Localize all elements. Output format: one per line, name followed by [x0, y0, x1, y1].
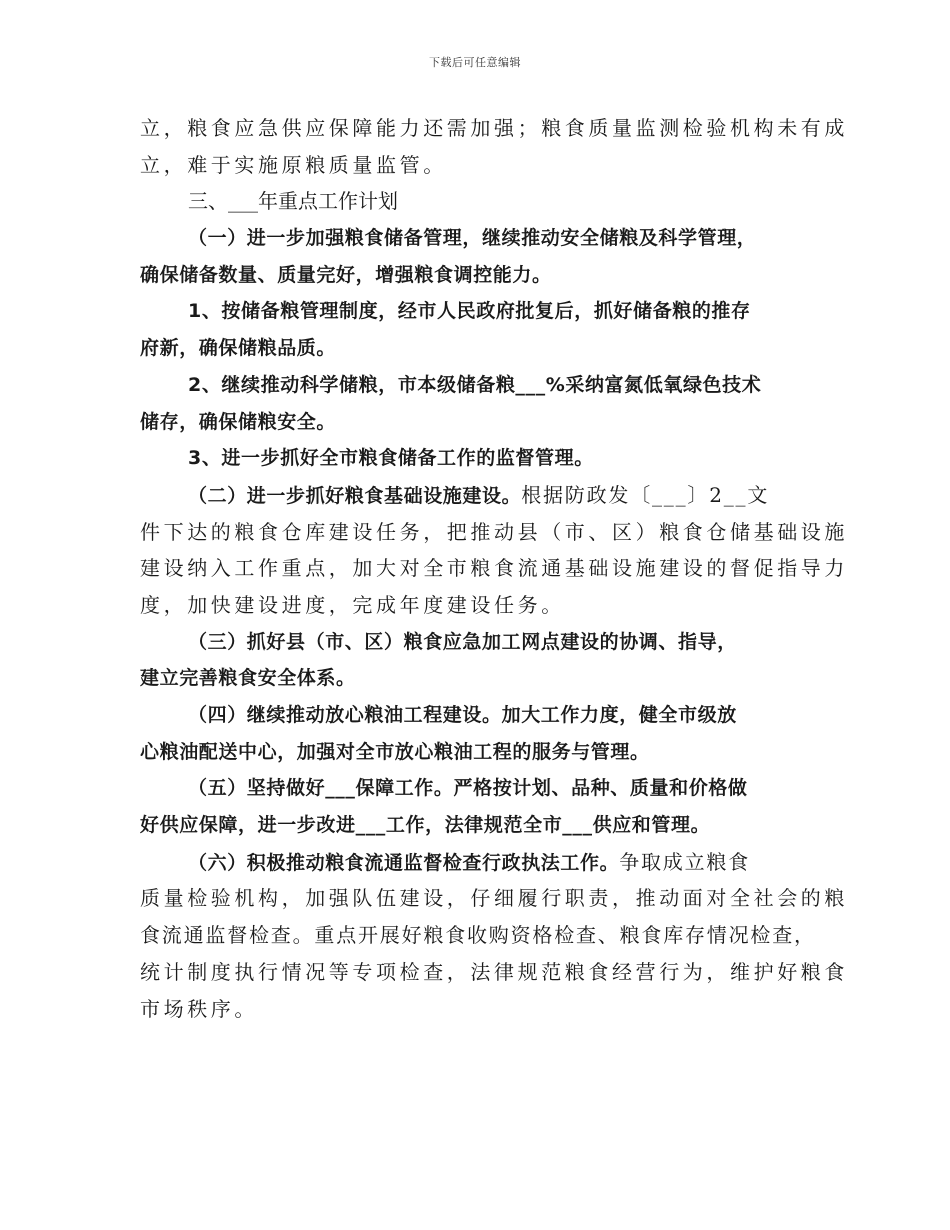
paragraph-line — [140, 844, 820, 881]
subsection-heading: （三）抓好县（市、区）粮食应急加工网点建设的协调、指导， — [188, 630, 737, 653]
subsection-heading: （四）继续推动放心粮油工程建设。加大工作力度，健全市级放 — [188, 704, 737, 726]
document-body — [140, 110, 848, 1027]
section-heading: 三、___年重点工作计划 — [188, 189, 398, 214]
page-header: 下载后可任意编辑 — [429, 56, 521, 69]
paragraph-line: 好供应保障，进一步改进___工作，法律规范全市___供应和管理。 — [140, 814, 711, 837]
paragraph-line: 府新，确保储粮品质。 — [140, 337, 337, 360]
paragraph-line: 立，粮食应急供应保障能力还需加强；粮食质量监测检验机构未有成 — [140, 116, 848, 140]
paragraph-line: 立，难于实施原粮质量监管。 — [140, 152, 447, 177]
subsection-heading: 建立完善粮食安全体系。 — [140, 667, 356, 690]
subsection-heading: 确保储备数量、质量完好，增强粮食调控能力。 — [140, 263, 552, 286]
paragraph-line: 心粮油配送中心，加强对全市放心粮油工程的服务与管理。 — [140, 740, 650, 763]
paragraph-text: 争取成立粮食 — [619, 849, 751, 874]
paragraph-line: 1、按储备粮管理制度，经市人民政府批复后，抓好储备粮的推存 — [188, 300, 751, 323]
paragraph-line: 度，加快建设进度，完成年度建设任务。 — [140, 592, 565, 617]
paragraph-line: 建设纳入工作重点，加大对全市粮食流通基础设施建设的督促指导力 — [140, 556, 848, 581]
paragraph-line: 储存，确保储粮安全。 — [140, 410, 337, 433]
subsection-heading: （一）进一步加强粮食储备管理，继续推动安全储粮及科学管理， — [188, 227, 757, 250]
paragraph-line: 3、进一步抓好全市粮食储备工作的监督管理。 — [188, 447, 594, 470]
paragraph-line: 统计制度执行情况等专项检查，法律规范粮食经营行为，维护好粮食 — [140, 959, 848, 984]
subsection-heading: （二）进一步抓好粮食基础设施建设。 — [188, 484, 522, 507]
paragraph-line: 质量检验机构，加强队伍建设，仔细履行职责，推动面对全社会的粮 — [140, 886, 848, 911]
paragraph-line: 食流通监督检查。重点开展好粮食收购资格检查、粮食库存情况检查， — [140, 923, 816, 948]
paragraph-text: 根据防政发〔___〕2__文 — [521, 482, 770, 507]
subsection-heading: （六）积极推动粮食流通监督检查行政执法工作。 — [188, 851, 620, 874]
paragraph-line — [140, 477, 820, 514]
subsection-heading: （五）坚持做好___保障工作。严格按计划、品种、质量和价格做 — [188, 777, 748, 800]
paragraph-line: 市场秩序。 — [140, 996, 258, 1021]
paragraph-line: 2、继续推动科学储粮，市本级储备粮___%采纳富氮低氧绿色技术 — [188, 373, 762, 396]
paragraph-line: 件下达的粮食仓库建设任务，把推动县（市、区）粮食仓储基础设施 — [140, 519, 848, 544]
